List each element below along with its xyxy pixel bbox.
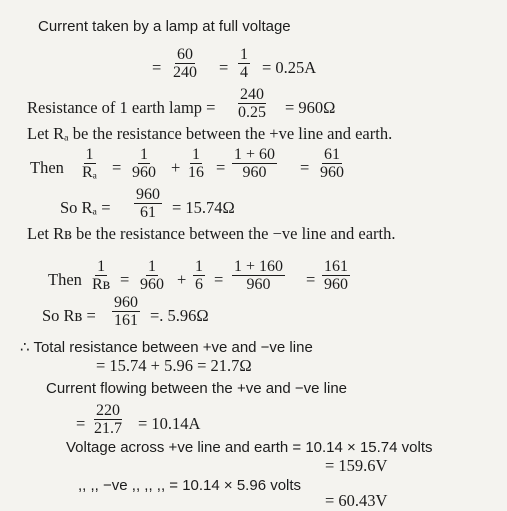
fraction-numerator: 1 + 160 (234, 258, 284, 275)
current-eq2: = (219, 58, 229, 77)
fraction-numerator: 60 (177, 46, 193, 63)
fraction-denominator: 960 (246, 276, 271, 293)
fraction-numerator: 1 (240, 46, 248, 63)
so-ra-result: = 15.74Ω (172, 198, 235, 217)
let-ra-statement: Let Rₐ be the resistance between the +ve line and earth. (27, 124, 393, 143)
ra-eq3: = (300, 158, 310, 177)
rb-eq2: = (214, 270, 224, 289)
fraction-numerator: 1 (97, 258, 106, 275)
fraction-numerator: 1 (85, 146, 94, 163)
rb-fraction-a (138, 258, 166, 293)
current-result: = 0.25A (262, 58, 317, 77)
resistance-result: = 960Ω (285, 98, 336, 117)
so-ra-label: So Rₐ = (60, 198, 111, 217)
fraction-denominator: 161 (114, 312, 138, 329)
ra-fraction-b (186, 146, 206, 181)
fraction-denominator: 960 (324, 276, 348, 293)
ra-fraction-c (232, 146, 277, 181)
rb-lhs-fraction (90, 258, 112, 293)
ra-eq1: = (112, 158, 122, 177)
ra-plus: + (171, 158, 181, 177)
fraction-numerator: 240 (240, 86, 264, 103)
fraction-numerator: 1 + 60 (234, 146, 276, 163)
rb-fraction-b (193, 258, 205, 293)
fraction-denominator: Rʙ (92, 276, 111, 293)
rb-fraction-d (322, 258, 350, 293)
rb-fraction-c (232, 258, 285, 293)
fraction-numerator: 1 (195, 258, 203, 275)
fraction-denominator: Rₐ (82, 164, 98, 181)
total-resistance-label: ∴ Total resistance between +ve and −ve line (20, 339, 313, 356)
then-label-ra: Then (30, 158, 64, 177)
flow-eq: = (76, 414, 86, 433)
so-rb-fraction (112, 294, 140, 329)
ra-fraction-a (130, 146, 158, 181)
fraction-numerator: 1 (192, 146, 200, 163)
fraction-denominator: 16 (188, 164, 204, 181)
fraction-numerator: 1 (140, 146, 148, 163)
current-eq1: = (152, 58, 162, 77)
current-fraction-2 (238, 46, 250, 81)
ra-fraction-d (318, 146, 346, 181)
so-ra-fraction (134, 186, 162, 221)
fraction-denominator: 6 (195, 276, 203, 293)
total-resistance-value: = 15.74 + 5.96 = 21.7Ω (96, 356, 252, 375)
so-rb-label: So Rʙ = (42, 306, 96, 325)
fraction-denominator: 240 (173, 64, 197, 81)
fraction-numerator: 61 (324, 146, 340, 163)
fraction-numerator: 161 (324, 258, 348, 275)
voltage-negative-label: ,, ,, −ve ,, ,, ,, = 10.14 × 5.96 volts (78, 477, 302, 494)
voltage-positive-label: Voltage across +ve line and earth = 10.14 × 15.74 volts (66, 439, 433, 456)
fraction-numerator: 960 (114, 294, 138, 311)
voltage-positive-result: = 159.6V (325, 456, 388, 475)
fraction-numerator: 220 (96, 402, 120, 419)
flow-result: = 10.14A (138, 414, 201, 433)
fraction-numerator: 1 (148, 258, 156, 275)
fraction-denominator: 960 (132, 164, 156, 181)
fraction-numerator: 960 (136, 186, 160, 203)
so-rb-result: =. 5.96Ω (150, 306, 209, 325)
fraction-denominator: 960 (140, 276, 164, 293)
resistance-label: Resistance of 1 earth lamp = (27, 98, 216, 117)
ra-lhs-fraction (80, 146, 99, 181)
fraction-denominator: 21.7 (94, 420, 122, 437)
flow-fraction (92, 402, 124, 437)
rb-eq3: = (306, 270, 316, 289)
then-label-rb: Then (48, 270, 82, 289)
voltage-negative-result: = 60.43V (325, 491, 388, 510)
ra-eq2: = (216, 158, 226, 177)
current-fraction-1 (171, 46, 199, 81)
fraction-denominator: 61 (140, 204, 156, 221)
rb-eq1: = (120, 270, 130, 289)
current-flow-label: Current flowing between the +ve and −ve line (46, 380, 348, 397)
let-rb-statement: Let Rʙ be the resistance between the −ve line and earth. (27, 224, 396, 243)
current-label: Current taken by a lamp at full voltage (38, 18, 291, 35)
fraction-denominator: 4 (240, 64, 248, 81)
fraction-denominator: 960 (320, 164, 344, 181)
rb-plus: + (177, 270, 187, 289)
fraction-denominator: 960 (242, 164, 267, 181)
resistance-fraction (236, 86, 268, 121)
fraction-denominator: 0.25 (238, 104, 266, 121)
